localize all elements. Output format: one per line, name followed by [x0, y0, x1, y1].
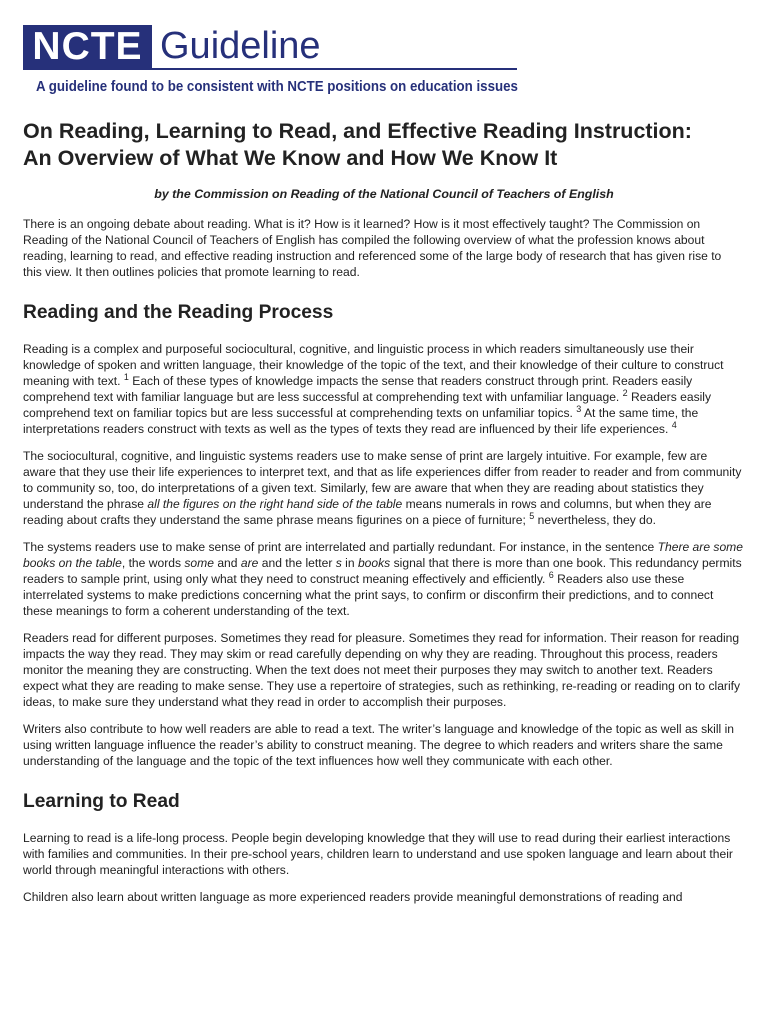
footnote-ref: 5 — [529, 510, 535, 521]
footnote-ref: 4 — [671, 419, 677, 430]
paragraph: Learning to read is a life-long process. People begin developing knowledge that they will use to read during their earliest interactions with families and communities. In their pre-school years, children learn to understand and use spoken language and learn about their world through meaningful interactions with others. — [23, 831, 733, 877]
paragraph: Writers also contribute to how well readers are able to read a text. The writer’s language and knowledge of the topic as well as skill in using written language influence the reader’s ability to construct meaning. The degree to which readers and writers share the same understanding of the language and the topic of the text influences how well they communicate with each other. — [23, 722, 734, 768]
footnote-ref: 3 — [576, 403, 582, 414]
paragraph: Children also learn about written language as more experienced readers provide meaningful demonstrations of reading and — [23, 890, 683, 904]
intro-paragraph: There is an ongoing debate about reading. What is it? How is it learned? How is it most effectively taught? The Commission on Reading of the National Council of Teachers of English has compiled the following overview of what the profession knows about reading, learning to read, and effective reading instruction and referenced some of the large body of research that has given rise to this view. It then outlines policies that promote learning to read. — [23, 217, 722, 279]
section-heading-reading-process: Reading and the Reading Process — [23, 302, 334, 323]
byline: by the Commission on Reading of the National Council of Teachers of English — [154, 187, 614, 201]
footnote-ref: 2 — [622, 387, 628, 398]
paragraph: The systems readers use to make sense of print are interrelated and partially redundant. For instance, in the sentence There are some books on the table, the words some and are and the letter s in books signal that there is more than one book. This redundancy permits readers to sample print, using only what they need to construct meaning effectively and efficiently. $^6$ Readers also use these interrelated systems to make predictions concerning what the print says, to confirm or disconfirm their predictions, and to connect these meanings to form a coherent understanding of the text. — [23, 540, 743, 618]
paragraph: The sociocultural, cognitive, and linguistic systems readers use to make sense of print are largely intuitive. For example, few are aware that they use their life experiences to interpret text, and that as life experiences differ from reader to reader and from community to community so, too, do interpretations of a given text. Similarly, few are aware that when they are reading about statistics they understand the phrase all the figures on the right hand side of the table means numerals in rows and columns, but when they are reading about crafts they understand the same phrase means figurines on a piece of furniture; $^5$ nevertheless, they do. — [23, 449, 742, 527]
title-line-1: On Reading, Learning to Read, and Effective Reading Instruction: — [23, 119, 692, 143]
paragraph: Reading is a complex and purposeful sociocultural, cognitive, and linguistic process in which readers simultaneously use their knowledge of spoken and written language, their knowledge of the topic of the text, and their knowledge of their culture to construct meaning with text. $^1$ Each of these types of knowledge impacts the sense that readers construct through print. Readers easily comprehend text with familiar language but are less successful at comprehending text with unfamiliar language. $^2$ Readers easily comprehend text on familiar topics but are less successful at comprehending texts on unfamiliar topics. $^3$ At the same time, the interpretations readers construct with texts as well as the types of texts they read are influenced by their life experiences. $^4$ — [23, 342, 724, 436]
header-tagline: A guideline found to be consistent with NCTE positions on education issues — [36, 79, 518, 95]
paragraph: Readers read for different purposes. Sometimes they read for pleasure. Sometimes they read for information. Their reason for reading impacts the way they read. They may skim or read carefully depending on why they are reading. Throughout this process, readers monitor the meaning they are constructing. When the text does not meet their purposes they may switch to another text. Readers expect what they are reading to make sense. They use a repertoire of strategies, such as rethinking, re-reading or reading on to clarify ideas, to make sure they understand what they read in order to accomplish their purposes. — [23, 631, 741, 709]
section-heading-learning-to-read: Learning to Read — [23, 791, 180, 812]
logo-guideline-word: Guideline — [160, 25, 321, 67]
document-title — [23, 118, 753, 172]
logo-ncte-box: NCTE — [23, 25, 152, 69]
footnote-ref: 1 — [123, 371, 129, 382]
document-body — [23, 216, 743, 916]
footnote-ref: 6 — [548, 569, 554, 580]
header-divider — [23, 68, 517, 70]
title-line-2: An Overview of What We Know and How We Know It — [23, 146, 558, 170]
